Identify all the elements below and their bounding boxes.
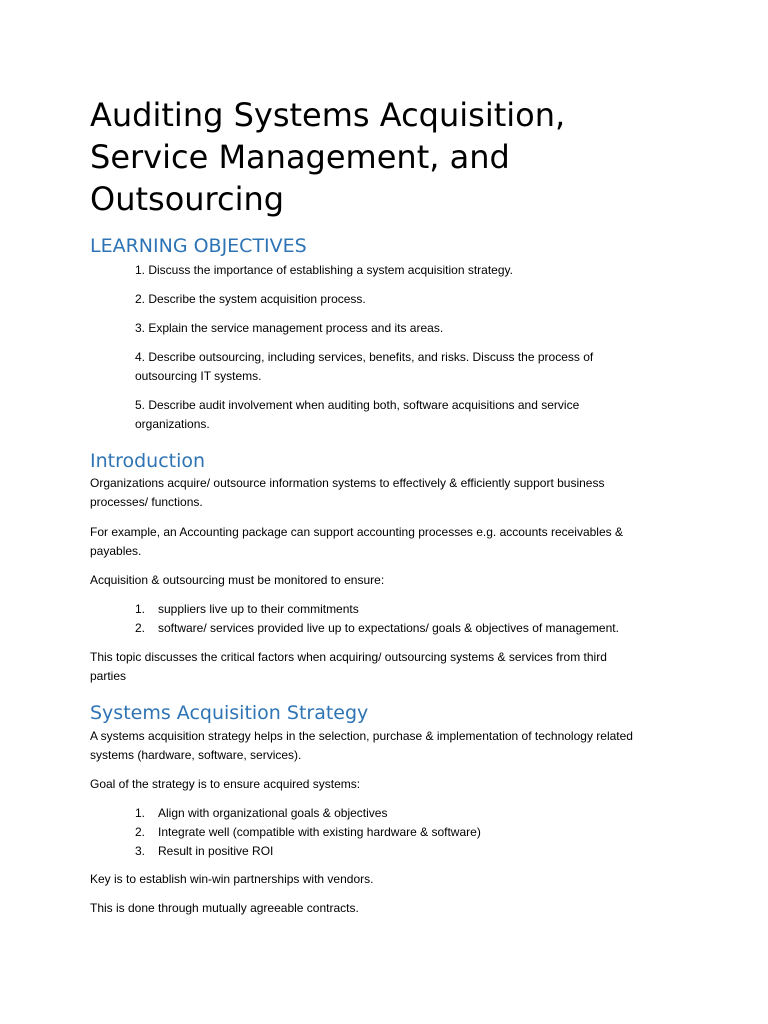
objective-item-4-line-2: outsourcing IT systems.: [135, 369, 262, 383]
objective-item-1: 1. Discuss the importance of establishing a system acquisition strategy.: [135, 263, 513, 277]
objective-item-5-line-2: organizations.: [135, 417, 210, 431]
document-title-line-2: Service Management, and: [90, 138, 510, 176]
strategy-heading: Systems Acquisition Strategy: [90, 702, 369, 724]
objective-item-4-line-1: 4. Describe outsourcing, including services, benefits, and risks. Discuss the process of: [135, 350, 594, 364]
intro-list-number-1: 1.: [135, 602, 146, 616]
learning-objectives-heading: LEARNING OBJECTIVES: [90, 235, 307, 257]
strategy-paragraph-4: This is done through mutually agreeable contracts.: [90, 901, 359, 915]
strategy-list-number-3: 3.: [135, 844, 146, 858]
strategy-list-item-3: Result in positive ROI: [158, 844, 274, 858]
introduction-heading: Introduction: [90, 450, 206, 472]
intro-paragraph-4-line-1: This topic discusses the critical factors when acquiring/ outsourcing systems & services from third: [90, 650, 607, 664]
intro-paragraph-1-line-2: processes/ functions.: [90, 495, 203, 509]
intro-paragraph-1-line-1: Organizations acquire/ outsource information systems to effectively & efficiently support business: [90, 476, 605, 490]
document-title-line-1: Auditing Systems Acquisition,: [90, 96, 566, 134]
strategy-list-item-1: Align with organizational goals & objectives: [158, 806, 388, 820]
intro-list-item-2: software/ services provided live up to expectations/ goals & objectives of management.: [158, 621, 619, 635]
document-title-line-3: Outsourcing: [90, 180, 285, 218]
objective-item-3: 3. Explain the service management process and its areas.: [135, 321, 444, 335]
objective-item-5-line-1: 5. Describe audit involvement when auditing both, software acquisitions and service: [135, 398, 580, 412]
intro-paragraph-2-line-2: payables.: [90, 544, 142, 558]
strategy-list-number-2: 2.: [135, 825, 146, 839]
intro-paragraph-4-line-2: parties: [90, 669, 127, 683]
strategy-list-number-1: 1.: [135, 806, 146, 820]
intro-paragraph-3: Acquisition & outsourcing must be monitored to ensure:: [90, 573, 385, 587]
strategy-paragraph-1-line-1: A systems acquisition strategy helps in the selection, purchase & implementation of technology related: [90, 729, 633, 743]
intro-list-item-1: suppliers live up to their commitments: [158, 602, 359, 616]
objective-item-2: 2. Describe the system acquisition process.: [135, 292, 366, 306]
intro-list-number-2: 2.: [135, 621, 146, 635]
strategy-paragraph-2: Goal of the strategy is to ensure acquired systems:: [90, 777, 361, 791]
strategy-paragraph-3: Key is to establish win-win partnerships with vendors.: [90, 872, 374, 886]
intro-paragraph-2-line-1: For example, an Accounting package can support accounting processes e.g. accounts receivables &: [90, 525, 623, 539]
strategy-list-item-2: Integrate well (compatible with existing hardware & software): [158, 825, 481, 839]
strategy-paragraph-1-line-2: systems (hardware, software, services).: [90, 748, 302, 762]
